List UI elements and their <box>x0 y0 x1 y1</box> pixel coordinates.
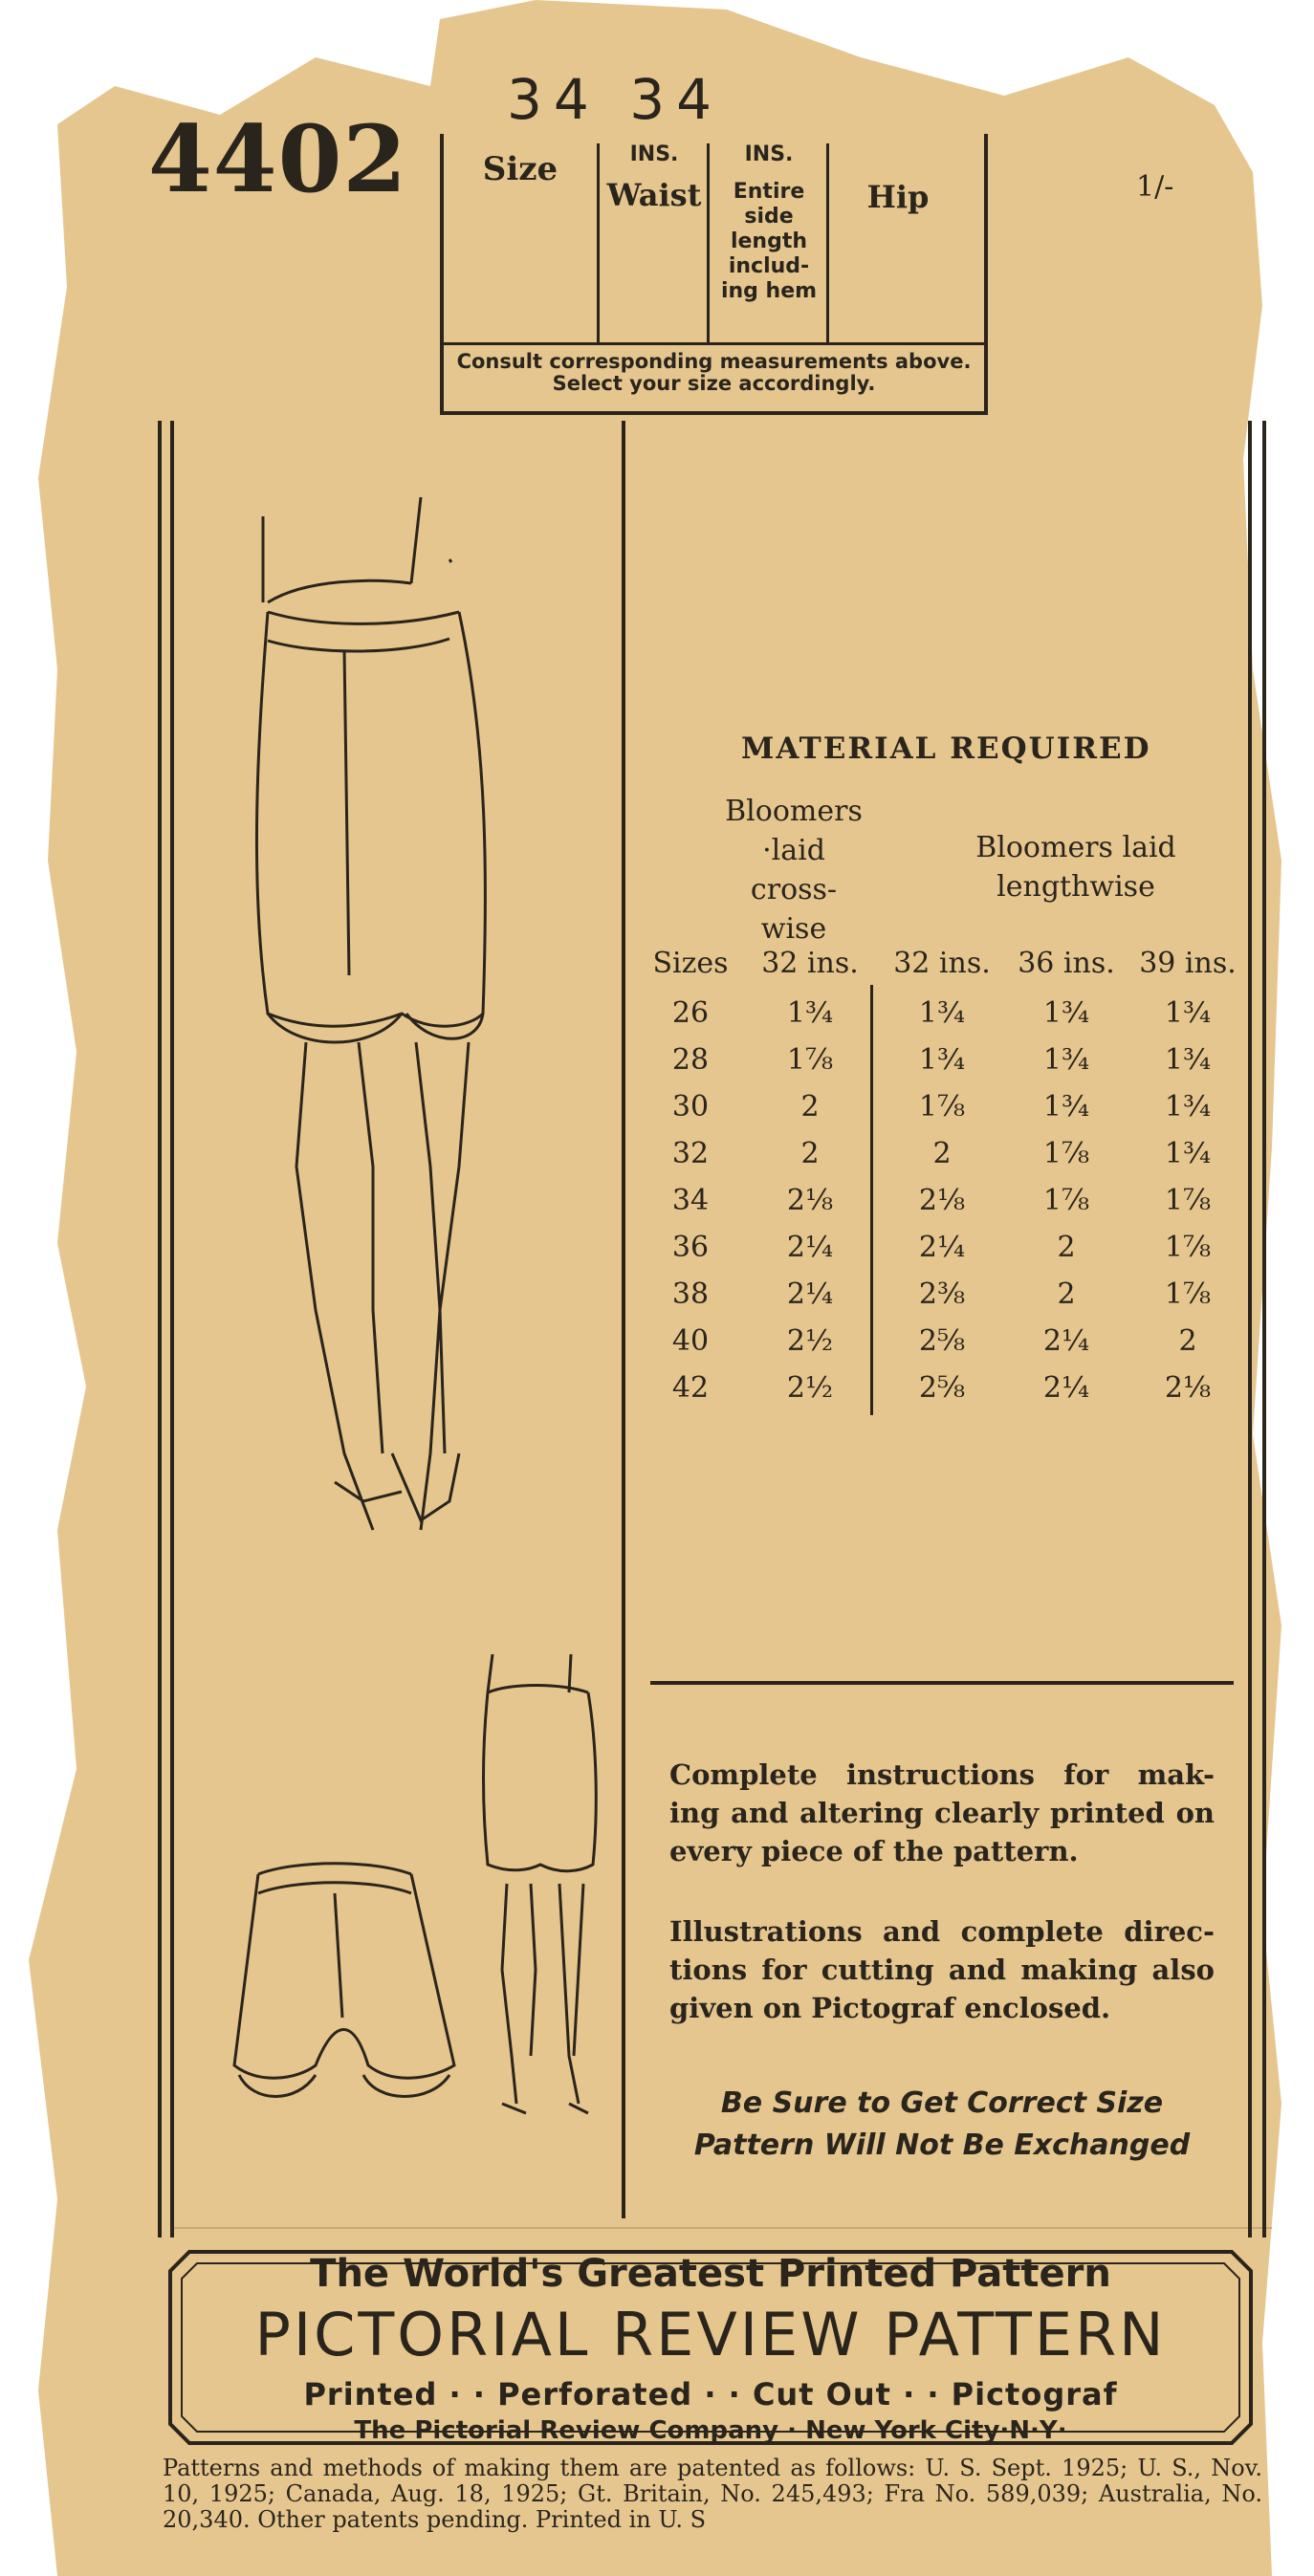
patent-notice: Patterns and methods of making them are patented as follows: U. S. Sept. 1925; U. S., Nov. 10, 1925; Canada, Aug. 18, 1925; Gt. Britain, No. 245,493; Fra No. 589,039; Australia, No. 20,340. Other patents pending. Printed in U. S <box>163 2455 1262 2533</box>
size-cell: 34 <box>671 1184 710 1217</box>
section-divider <box>650 1681 1234 1685</box>
size-cell: 40 <box>671 1324 710 1358</box>
yardage-cell: 2 <box>1057 1277 1076 1311</box>
size-cell: 28 <box>671 1043 710 1077</box>
size-note: Consult corresponding measurements above. Select your size accordingly. <box>444 342 984 395</box>
size-cell: 42 <box>671 1371 710 1405</box>
size-cell: 30 <box>671 1090 710 1124</box>
yardage-cell: 1⅞ <box>1164 1184 1212 1217</box>
size-col-divider <box>826 143 829 342</box>
size-cell: 26 <box>671 996 710 1030</box>
yardage-cell: 1¾ <box>1042 996 1090 1030</box>
length-label: Entire side length includ- ing hem <box>720 180 818 303</box>
yardage-cell: 2⅛ <box>918 1184 966 1217</box>
hip-label: Hip <box>866 179 930 215</box>
length-unit: INS. <box>744 142 794 166</box>
bloomers-figure-illustration <box>230 497 516 1568</box>
yardage-cell: 2⅝ <box>918 1371 966 1405</box>
column-header: 36 ins. <box>1018 947 1115 980</box>
frame-left-inner <box>170 421 174 2238</box>
yardage-cell: 1¾ <box>1042 1090 1090 1124</box>
frame-left-outer <box>158 421 162 2238</box>
yardage-cell: 1¾ <box>1164 996 1212 1030</box>
column-header: 32 ins. <box>893 947 991 980</box>
size-cell: 32 <box>671 1137 710 1170</box>
yardage-cell: 2½ <box>786 1324 834 1358</box>
yardage-cell: 1¾ <box>1164 1043 1212 1077</box>
size-cell: 36 <box>671 1231 710 1264</box>
crosswise-header: Bloomers ·laid cross- wise <box>725 795 863 946</box>
instructions-paragraph-1: Complete instructions for mak- ing and altering clearly printed on every piece of the pattern. <box>669 1758 1215 1867</box>
brand-banner <box>151 2242 1270 2453</box>
yardage-cell: 2¼ <box>1042 1371 1090 1405</box>
yardage-cell: 1¾ <box>1164 1090 1212 1124</box>
yardage-cell: 2 <box>800 1090 820 1124</box>
yardage-cell: 2⅛ <box>786 1184 834 1217</box>
size-table <box>440 134 988 415</box>
banner-features: Printed · · Perforated · · Cut Out · · Pictograf <box>303 2376 1118 2412</box>
frame-right-outer <box>1262 421 1266 2238</box>
price: 1/- <box>1136 170 1174 204</box>
bloomers-figure-small-illustration <box>473 1654 626 2132</box>
material-title: MATERIAL REQUIRED <box>741 731 1151 766</box>
yardage-cell: 2 <box>932 1137 952 1170</box>
yardage-cell: 2⅝ <box>918 1324 966 1358</box>
yardage-cell: 1⅞ <box>1042 1184 1090 1217</box>
banner-brand: PICTORIAL REVIEW PATTERN <box>254 2300 1167 2369</box>
waist-unit: INS. <box>629 142 679 166</box>
column-header: Sizes <box>652 947 729 980</box>
warning-line-1: Be Sure to Get Correct Size <box>720 2086 1164 2120</box>
size-cell: 38 <box>671 1277 710 1311</box>
yardage-cell: 1⅞ <box>1042 1137 1090 1170</box>
yardage-cell: 2 <box>1178 1324 1197 1358</box>
yardage-cell: 1⅞ <box>1164 1231 1212 1264</box>
yardage-cell: 1¾ <box>786 996 834 1030</box>
table-column-divider <box>870 985 873 1415</box>
lengthwise-header: Bloomers laid lengthwise <box>975 831 1176 904</box>
yardage-cell: 2¼ <box>1042 1324 1090 1358</box>
size-top-values: 34 34 <box>507 67 724 132</box>
size-col-divider <box>597 143 600 342</box>
yardage-cell: 1⅞ <box>1164 1277 1212 1311</box>
yardage-cell: 2¼ <box>786 1277 834 1311</box>
instructions-paragraph-2: Illustrations and complete direc- tions for cutting and making also given on Pictograf enclosed. <box>669 1915 1215 2024</box>
size-label: Size <box>482 150 558 188</box>
yardage-cell: 1⅞ <box>786 1043 834 1077</box>
yardage-cell: 2 <box>800 1137 820 1170</box>
yardage-cell: 1¾ <box>1042 1043 1090 1077</box>
yardage-cell: 1¾ <box>1164 1137 1212 1170</box>
yardage-cell: 2½ <box>786 1371 834 1405</box>
bloomers-flat-illustration <box>201 1654 488 2151</box>
yardage-cell: 1¾ <box>918 996 966 1030</box>
yardage-cell: 2⅜ <box>918 1277 966 1311</box>
waist-label: Waist <box>606 177 702 213</box>
banner-company: The Pictorial Review Company · New York City·N·Y· <box>354 2416 1067 2445</box>
yardage-cell: 2¼ <box>786 1231 834 1264</box>
pattern-number: 4402 <box>148 105 408 213</box>
warning-line-2: Pattern Will Not Be Exchanged <box>693 2128 1191 2162</box>
column-header: 39 ins. <box>1139 947 1237 980</box>
yardage-cell: 2⅛ <box>1164 1371 1212 1405</box>
yardage-cell: 2¼ <box>918 1231 966 1264</box>
column-header: 32 ins. <box>761 947 859 980</box>
yardage-cell: 1⅞ <box>918 1090 966 1124</box>
yardage-cell: 2 <box>1057 1231 1076 1264</box>
size-col-divider <box>707 143 710 342</box>
banner-tagline: The World's Greatest Printed Pattern <box>310 2252 1111 2296</box>
yardage-cell: 1¾ <box>918 1043 966 1077</box>
